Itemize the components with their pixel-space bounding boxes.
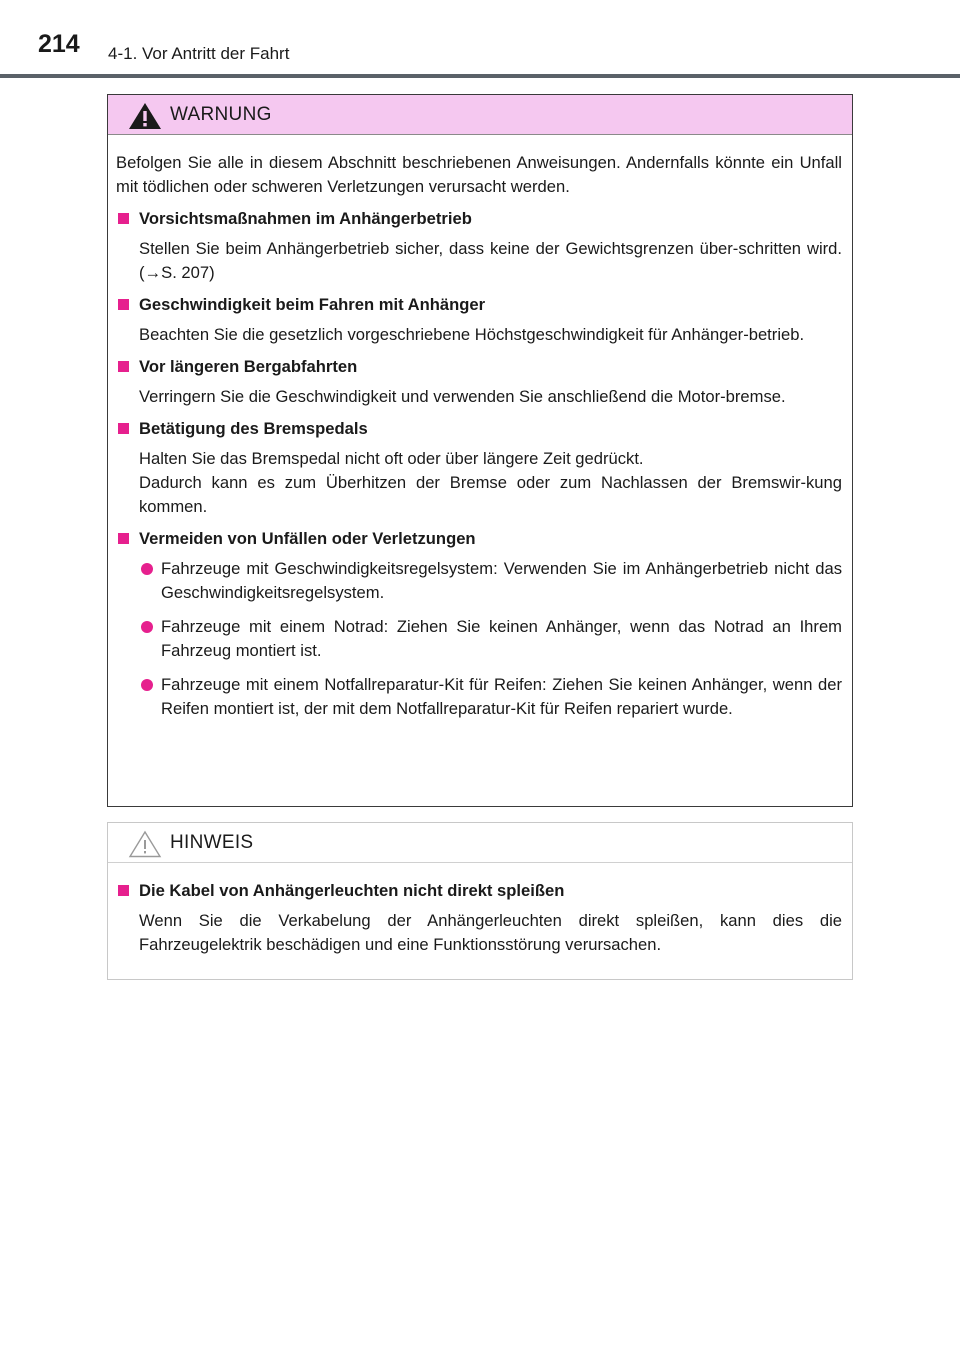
warning-body [108, 135, 852, 721]
section-text: Halten Sie das Bremspedal nicht oft oder über längere Zeit gedrückt. [139, 449, 644, 468]
warning-section [116, 355, 842, 409]
notice-section [116, 879, 842, 957]
section-text: Verringern Sie die Geschwindigkeit und verwenden Sie anschließend die Motor-bremse. [139, 387, 786, 406]
round-bullet-icon [141, 621, 153, 633]
notice-body [108, 863, 852, 957]
round-bullet-icon [141, 563, 153, 575]
section-heading: Betätigung des Bremspedals [116, 417, 842, 441]
list-item: Fahrzeuge mit einem Notrad: Ziehen Sie keinen Anhänger, wenn das Notrad an Ihrem Fahrzeug montiert ist. [116, 615, 842, 663]
square-bullet-icon [118, 533, 129, 544]
warning-section [116, 527, 842, 721]
list-item: Fahrzeuge mit Geschwindigkeitsregelsystem: Verwenden Sie im Anhängerbetrieb nicht das Geschwindigkeitsregelsystem. [116, 557, 842, 605]
warning-box [107, 94, 853, 807]
square-bullet-icon [118, 423, 129, 434]
section-heading: Geschwindigkeit beim Fahren mit Anhänger [116, 293, 842, 317]
section-heading: Die Kabel von Anhängerleuchten nicht direkt spleißen [116, 879, 842, 903]
notice-header [108, 823, 852, 863]
warning-section [116, 207, 842, 285]
page-header [0, 0, 960, 80]
section-text: Stellen Sie beim Anhängerbetrieb sicher, dass keine der Gewichtsgrenzen über-schritten wird. (→S. 207) [139, 239, 842, 282]
warning-section [116, 417, 842, 519]
warning-header [108, 95, 852, 135]
page-number: 214 [38, 30, 80, 58]
section-heading: Vor längeren Bergabfahrten [116, 355, 842, 379]
list-item: Fahrzeuge mit einem Notfallreparatur-Kit für Reifen: Ziehen Sie keinen Anhänger, wenn der Reifen montiert ist, der mit dem Notfallreparatur-Kit für Reifen repariert wurde. [116, 673, 842, 721]
notice-triangle-icon [128, 830, 162, 858]
section-text: Beachten Sie die gesetzlich vorgeschriebene Höchstgeschwindigkeit für Anhänger-betrieb. [139, 325, 805, 344]
warning-triangle-icon [128, 102, 162, 130]
square-bullet-icon [118, 361, 129, 372]
section-text: Wenn Sie die Verkabelung der Anhängerleuchten direkt spleißen, kann dies die Fahrzeugelektrik beschädigen und eine Funktionsstörung verursachen. [139, 911, 842, 954]
square-bullet-icon [118, 213, 129, 224]
warning-title: WARNUNG [170, 104, 272, 125]
section-text: Dadurch kann es zum Überhitzen der Bremse oder zum Nachlassen der Bremswir-kung kommen. [139, 473, 842, 516]
square-bullet-icon [118, 299, 129, 310]
notice-title: HINWEIS [170, 832, 254, 853]
warning-section [116, 293, 842, 347]
round-bullet-icon [141, 679, 153, 691]
section-heading: Vermeiden von Unfällen oder Verletzungen [116, 527, 842, 551]
section-title: 4-1. Vor Antritt der Fahrt [108, 44, 290, 63]
notice-box [107, 822, 853, 980]
header-rule [0, 74, 960, 78]
square-bullet-icon [118, 885, 129, 896]
section-heading: Vorsichtsmaßnahmen im Anhängerbetrieb [116, 207, 842, 231]
warning-intro: Befolgen Sie alle in diesem Abschnitt beschriebenen Anweisungen. Andernfalls könnte ein Unfall mit tödlichen oder schweren Verletzungen verursacht werden. [116, 153, 842, 196]
